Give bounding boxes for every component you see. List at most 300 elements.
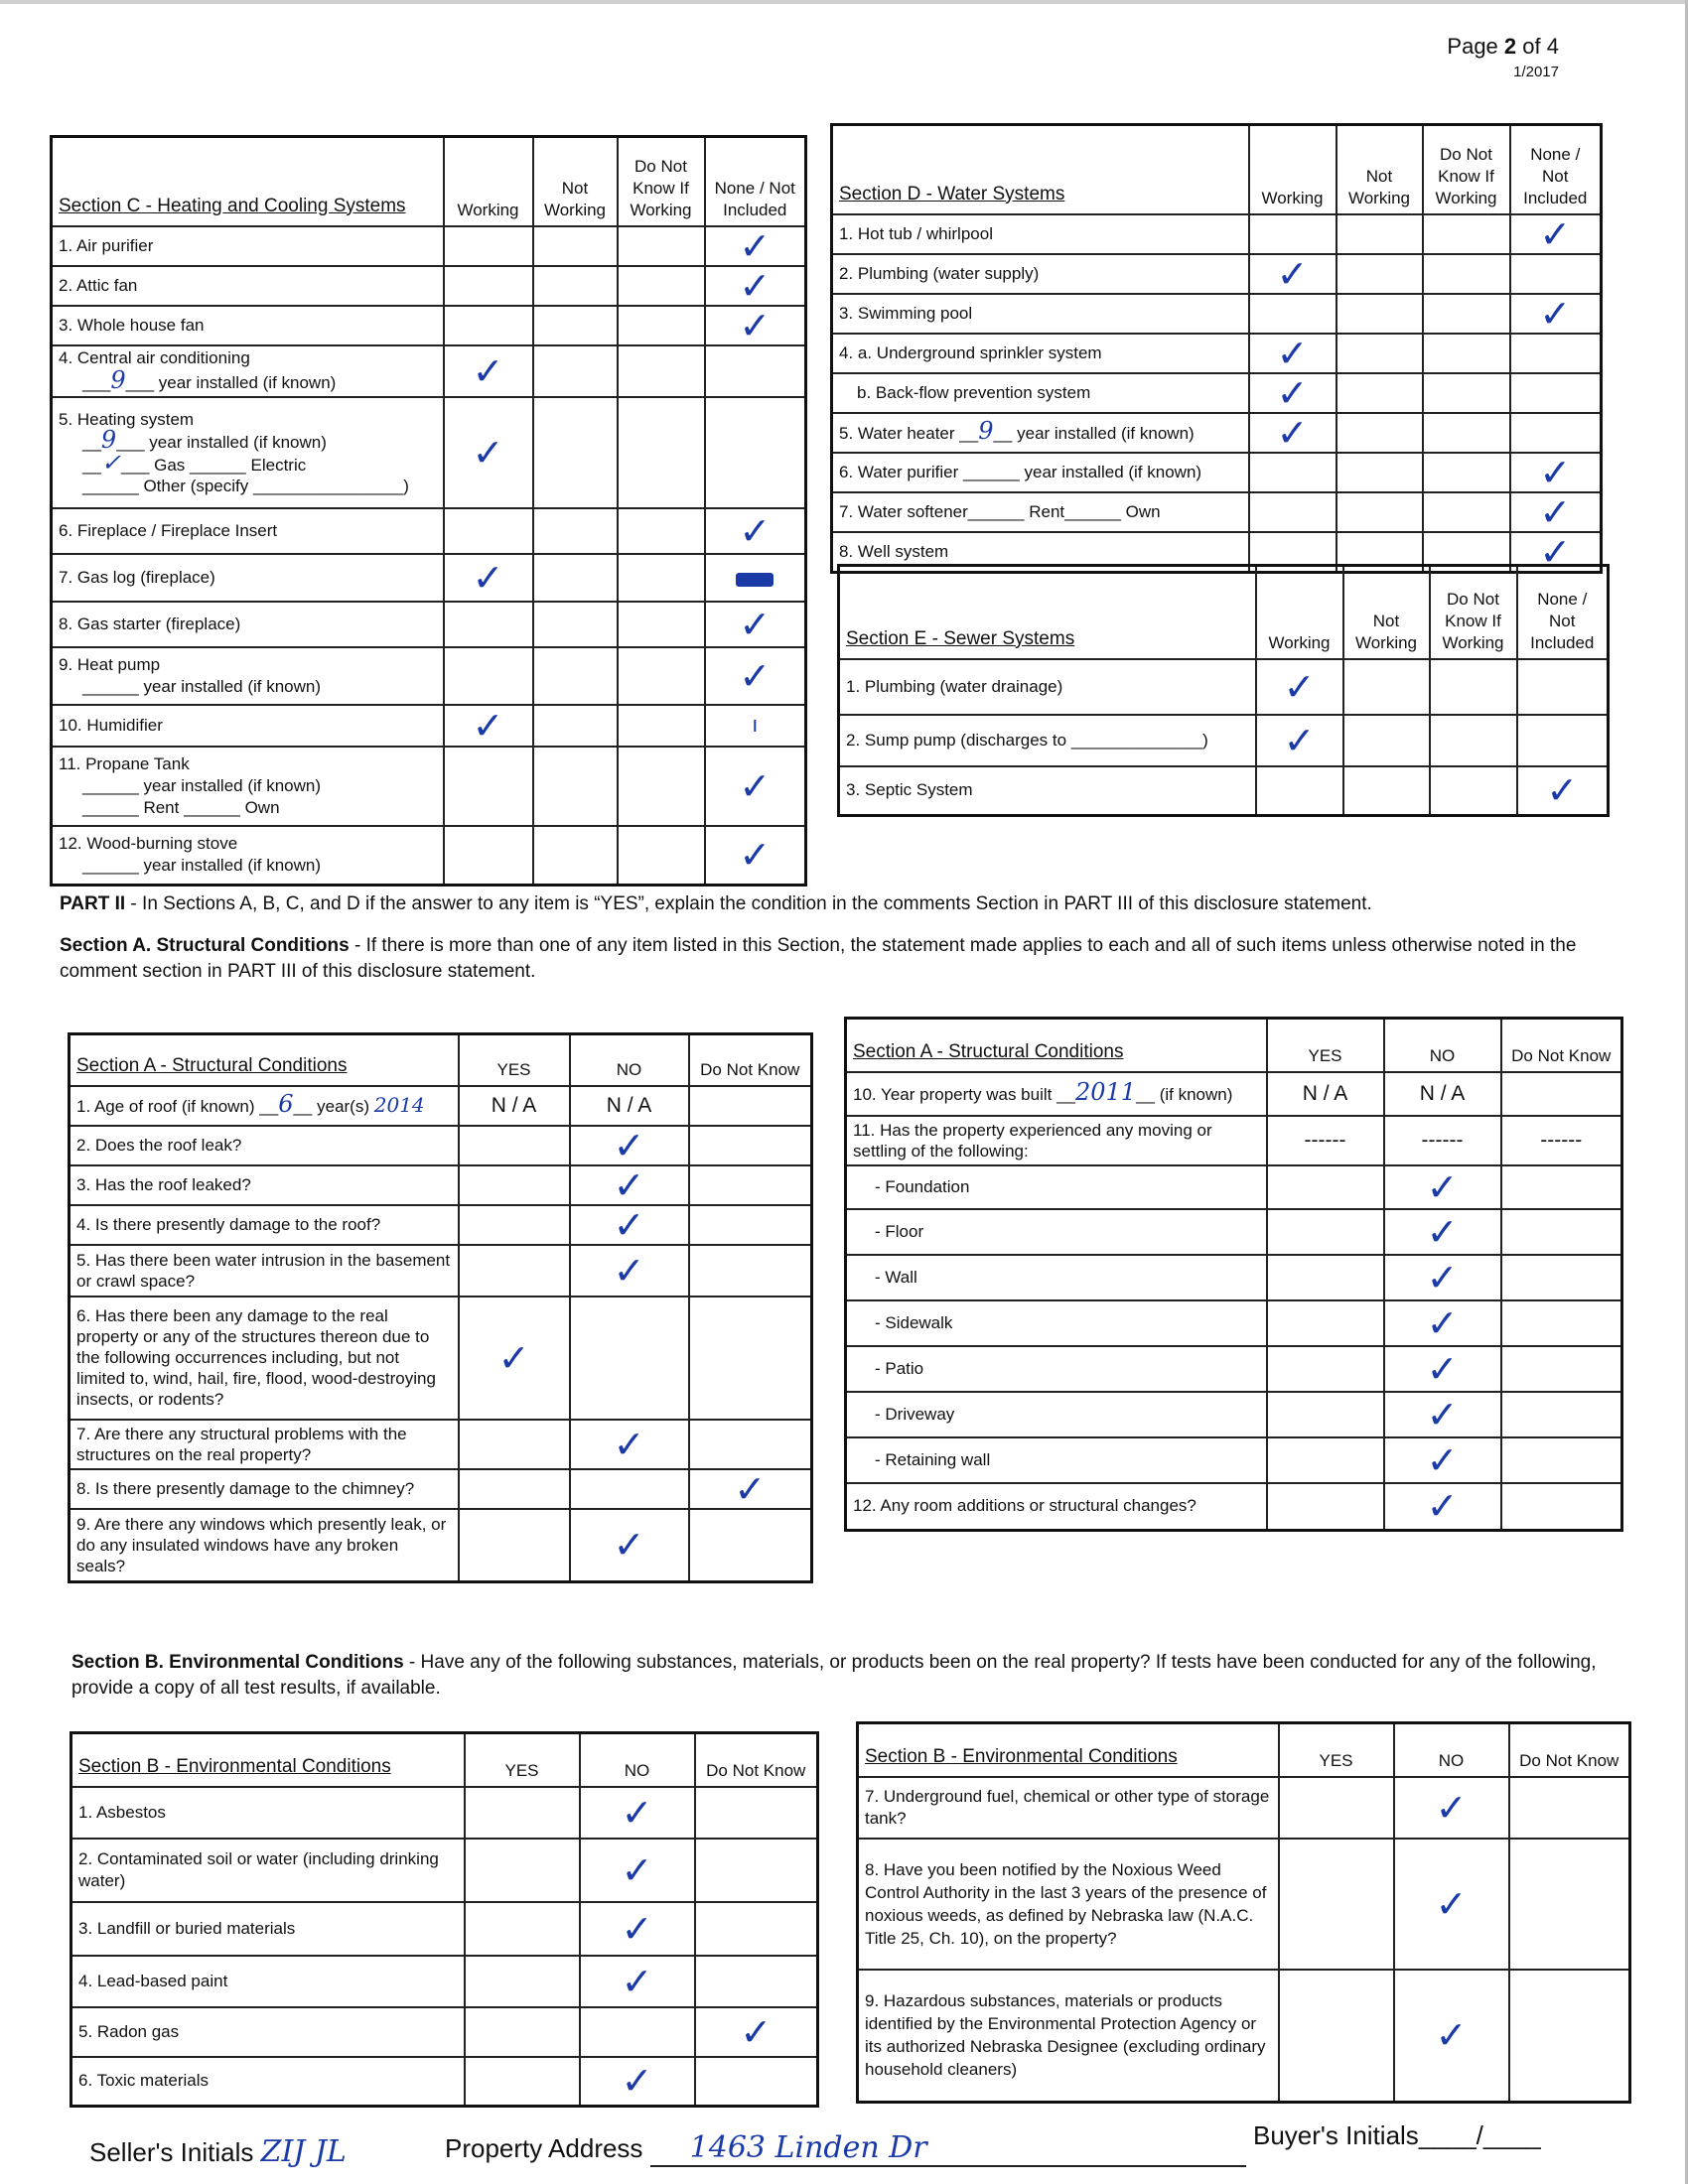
- check-mark[interactable]: ✓: [705, 508, 806, 554]
- checkbox-cell[interactable]: [689, 1245, 812, 1297]
- section-a-left-table: [68, 1032, 813, 1583]
- table-row: [71, 2007, 818, 2057]
- checkbox-cell[interactable]: [1336, 214, 1423, 254]
- checkbox-cell[interactable]: [570, 1297, 689, 1420]
- table-row: [70, 1469, 812, 1509]
- row-label: - Wall: [846, 1255, 1267, 1300]
- checkbox-cell[interactable]: [1336, 373, 1423, 413]
- checkbox-cell[interactable]: [1501, 1072, 1622, 1116]
- checkbox-cell[interactable]: [1430, 659, 1517, 715]
- col-yes: YES: [465, 1733, 580, 1787]
- table-row: [846, 1346, 1622, 1392]
- page-number: Page 2 of 4: [1447, 34, 1559, 59]
- check-mark[interactable]: ✓: [1510, 492, 1602, 532]
- table-row: [70, 1086, 812, 1126]
- checkbox-cell[interactable]: [1501, 1392, 1622, 1437]
- row-label: b. Back-flow prevention system: [832, 373, 1249, 413]
- table-row: [846, 1072, 1622, 1116]
- table-row: [52, 747, 806, 826]
- checkbox-cell[interactable]: [533, 747, 618, 826]
- checkbox-cell[interactable]: [1423, 373, 1510, 413]
- section-d-title: Section D - Water Systems: [832, 125, 1249, 214]
- checkbox-cell[interactable]: [533, 826, 618, 886]
- na-value: N / A: [1267, 1072, 1384, 1116]
- checkbox-cell[interactable]: [1267, 1255, 1384, 1300]
- seller-initials-value[interactable]: ZIJ JL: [260, 2134, 347, 2169]
- checkbox-cell[interactable]: [689, 1126, 812, 1165]
- row-label: 9. Hazardous substances, materials or products identified by the Environmental Protection Agency or its authorized Nebraska Designee (excluding ordinary household cleaners): [858, 1970, 1279, 2103]
- check-mark[interactable]: ✓: [705, 226, 806, 266]
- row-label: 9. Heat pump ______ year installed (if known): [52, 647, 444, 705]
- col-do-not-know: Do Not Know If Working: [1430, 566, 1517, 659]
- check-mark[interactable]: ✓: [705, 306, 806, 345]
- page-top-edge: [0, 0, 1688, 4]
- checkbox-cell[interactable]: [465, 1839, 580, 1902]
- buyer-initials-blank[interactable]: ____/____: [1418, 2120, 1541, 2150]
- col-no: NO: [1394, 1723, 1509, 1777]
- check-mark[interactable]: ✓: [1384, 1255, 1501, 1300]
- check-mark[interactable]: ✓: [570, 1245, 689, 1297]
- property-address[interactable]: [445, 2130, 1246, 2167]
- row-label: 6. Water purifier ______ year installed (if known): [832, 453, 1249, 492]
- row-label: 3. Septic System: [839, 766, 1256, 816]
- row-label: 4. Lead-based paint: [71, 1956, 465, 2007]
- row-label: 10. Year property was built __2011__ (if known): [846, 1072, 1267, 1116]
- dashes: ------: [1267, 1116, 1384, 1165]
- table-row: [70, 1245, 812, 1297]
- checkbox-cell[interactable]: [533, 508, 618, 554]
- section-c-header: [52, 137, 806, 226]
- checkbox-cell[interactable]: [1343, 766, 1430, 816]
- row-label: 1. Asbestos: [71, 1787, 465, 1839]
- check-mark[interactable]: ✓: [580, 1839, 695, 1902]
- checkbox-cell[interactable]: [1267, 1392, 1384, 1437]
- checkbox-cell[interactable]: [570, 1469, 689, 1509]
- table-row: [846, 1483, 1622, 1531]
- checkbox-cell[interactable]: [1336, 294, 1423, 334]
- checkbox-cell[interactable]: [1267, 1165, 1384, 1209]
- checkbox-cell[interactable]: [618, 306, 705, 345]
- checkbox-cell[interactable]: [1501, 1346, 1622, 1392]
- check-mark[interactable]: ✓: [1384, 1392, 1501, 1437]
- check-mark[interactable]: ✓: [705, 266, 806, 306]
- row-label: 5. Heating system __9___ year installed (if known) __✓___ Gas ______ Electric ______ Other (specify ________________): [52, 397, 444, 508]
- checkbox-cell[interactable]: [618, 266, 705, 306]
- row-label: 8. Is there presently damage to the chimney?: [70, 1469, 459, 1509]
- checkbox-cell[interactable]: [459, 1420, 570, 1469]
- check-mark[interactable]: ✓: [570, 1509, 689, 1582]
- section-b-header: [858, 1723, 1630, 1777]
- check-mark[interactable]: ✓: [1394, 1839, 1509, 1970]
- row-label: 2. Attic fan: [52, 266, 444, 306]
- checkbox-cell[interactable]: [695, 1956, 818, 2007]
- checkbox-cell[interactable]: [695, 1902, 818, 1956]
- check-mark[interactable]: ✓: [1394, 1970, 1509, 2103]
- check-mark[interactable]: ✓: [705, 826, 806, 886]
- checkbox-cell[interactable]: [533, 397, 618, 508]
- row-label: 7. Underground fuel, chemical or other type of storage tank?: [858, 1777, 1279, 1839]
- checkbox-cell[interactable]: [1510, 413, 1602, 453]
- row-label: 5. Radon gas: [71, 2007, 465, 2057]
- check-mark[interactable]: ✓: [1384, 1300, 1501, 1346]
- checkbox-cell[interactable]: [533, 602, 618, 647]
- checkbox-cell[interactable]: [1336, 254, 1423, 294]
- checkbox-cell[interactable]: [1279, 1777, 1394, 1839]
- col-do-not-know: Do Not Know If Working: [1423, 125, 1510, 214]
- check-mark[interactable]: ✓: [1384, 1483, 1501, 1531]
- check-mark[interactable]: ✓: [459, 1297, 570, 1420]
- section-a-header: [846, 1019, 1622, 1072]
- checkbox-cell[interactable]: [1423, 334, 1510, 373]
- checkbox-cell[interactable]: [1256, 766, 1343, 816]
- checkbox-cell[interactable]: [465, 2057, 580, 2107]
- table-row: [858, 1777, 1630, 1839]
- na-value: N / A: [570, 1086, 689, 1126]
- check-mark[interactable]: ✓: [1384, 1209, 1501, 1255]
- check-mark[interactable]: ✓: [570, 1126, 689, 1165]
- property-address-label: Property Address: [445, 2133, 643, 2163]
- checkbox-cell[interactable]: [459, 1126, 570, 1165]
- check-mark[interactable]: ✓: [1510, 214, 1602, 254]
- table-row: [70, 1297, 812, 1420]
- checkbox-cell[interactable]: [1336, 334, 1423, 373]
- check-mark[interactable]: ✓: [705, 747, 806, 826]
- table-row: [846, 1116, 1622, 1165]
- table-row: [52, 647, 806, 705]
- col-none-not-included: None / Not Included: [1510, 125, 1602, 214]
- checkbox-cell[interactable]: [689, 1086, 812, 1126]
- checkbox-cell[interactable]: [459, 1165, 570, 1205]
- checkbox-cell[interactable]: [1336, 492, 1423, 532]
- row-label: 1. Age of roof (if known) __6__ year(s) 2014: [70, 1086, 459, 1126]
- table-row: [832, 254, 1602, 294]
- checkbox-cell[interactable]: [1430, 715, 1517, 766]
- table-row: [71, 2057, 818, 2107]
- section-e-title: Section E - Sewer Systems: [839, 566, 1256, 659]
- check-mark[interactable]: ✓: [1384, 1346, 1501, 1392]
- table-row: [832, 294, 1602, 334]
- handwritten-check: ✓: [100, 448, 122, 477]
- checkbox-cell[interactable]: [1267, 1300, 1384, 1346]
- row-label: 12. Wood-burning stove ______ year installed (if known): [52, 826, 444, 886]
- check-mark[interactable]: ✓: [705, 602, 806, 647]
- row-label: - Floor: [846, 1209, 1267, 1255]
- row-label: 2. Plumbing (water supply): [832, 254, 1249, 294]
- col-not-working: Not Working: [1343, 566, 1430, 659]
- check-mark[interactable]: ✓: [1510, 453, 1602, 492]
- row-label: 10. Humidifier: [52, 705, 444, 747]
- table-row: [846, 1437, 1622, 1483]
- check-mark[interactable]: ✓: [1256, 715, 1343, 766]
- row-label: 6. Has there been any damage to the real property or any of the structures thereon due to the following occurrences including, but not limited to, wind, hail, fire, flood, wood-destroying insects, or rodents?: [70, 1297, 459, 1420]
- checkbox-cell[interactable]: [1517, 715, 1609, 766]
- table-row: [832, 413, 1602, 453]
- buyer-initials[interactable]: [1253, 2120, 1541, 2151]
- row-label: 7. Water softener______ Rent______ Own: [832, 492, 1249, 532]
- checkbox-cell[interactable]: [618, 602, 705, 647]
- checkbox-cell[interactable]: [618, 226, 705, 266]
- checkbox-cell[interactable]: [1336, 413, 1423, 453]
- table-row: [52, 554, 806, 602]
- col-working: Working: [1249, 125, 1336, 214]
- checkbox-cell[interactable]: [618, 747, 705, 826]
- checkbox-cell[interactable]: [533, 554, 618, 602]
- check-mark[interactable]: ✓: [580, 1787, 695, 1839]
- table-row: [846, 1165, 1622, 1209]
- checkbox-cell[interactable]: [689, 1420, 812, 1469]
- checkbox-cell[interactable]: [618, 345, 705, 397]
- check-mark[interactable]: ✓: [444, 397, 533, 508]
- check-mark[interactable]: ✓: [570, 1420, 689, 1469]
- table-row: [846, 1255, 1622, 1300]
- checkbox-cell[interactable]: [1267, 1346, 1384, 1392]
- row-label: 4. Is there presently damage to the roof?: [70, 1205, 459, 1245]
- checkbox-cell[interactable]: [1501, 1300, 1622, 1346]
- check-mark[interactable]: ✓: [570, 1205, 689, 1245]
- stray-mark[interactable]: ı: [705, 705, 806, 747]
- col-do-not-know: Do Not Know: [1501, 1019, 1622, 1072]
- row-label: 5. Water heater __9__ year installed (if known): [832, 413, 1249, 453]
- checkbox-cell[interactable]: [533, 306, 618, 345]
- checkbox-cell[interactable]: [1423, 492, 1510, 532]
- checkbox-cell[interactable]: [705, 345, 806, 397]
- checkbox-cell[interactable]: [695, 1787, 818, 1839]
- check-mark[interactable]: ✓: [1256, 659, 1343, 715]
- check-mark[interactable]: ✓: [1384, 1437, 1501, 1483]
- table-row: [858, 1970, 1630, 2103]
- checkbox-cell[interactable]: [444, 826, 533, 886]
- checkbox-cell[interactable]: [705, 397, 806, 508]
- check-mark[interactable]: ✓: [580, 1902, 695, 1956]
- check-mark[interactable]: ✓: [444, 705, 533, 747]
- col-no: NO: [570, 1034, 689, 1086]
- checkbox-cell[interactable]: [444, 508, 533, 554]
- checkbox-cell[interactable]: [1249, 294, 1336, 334]
- checkbox-cell[interactable]: [1510, 334, 1602, 373]
- checkbox-cell[interactable]: [533, 345, 618, 397]
- checkbox-cell[interactable]: [1510, 254, 1602, 294]
- section-e-table: [837, 564, 1610, 817]
- checkbox-cell[interactable]: [444, 602, 533, 647]
- checkbox-cell[interactable]: [1501, 1255, 1622, 1300]
- checkbox-cell[interactable]: [580, 2007, 695, 2057]
- table-row: [832, 373, 1602, 413]
- checkbox-cell[interactable]: [1267, 1209, 1384, 1255]
- row-label: - Patio: [846, 1346, 1267, 1392]
- handwritten-year: 2014: [373, 1093, 425, 1117]
- col-no: NO: [1384, 1019, 1501, 1072]
- checkbox-cell[interactable]: [618, 647, 705, 705]
- check-mark[interactable]: ✓: [444, 554, 533, 602]
- checkbox-cell[interactable]: [1510, 373, 1602, 413]
- handwritten-year: 9: [978, 417, 994, 445]
- table-row: [70, 1509, 812, 1582]
- checkbox-cell[interactable]: [618, 508, 705, 554]
- row-label: 7. Are there any structural problems with the structures on the real property?: [70, 1420, 459, 1469]
- row-label: 4. Central air conditioning ___9___ year installed (if known): [52, 345, 444, 397]
- check-mark[interactable]: ✓: [1249, 373, 1336, 413]
- checkbox-cell[interactable]: [689, 1165, 812, 1205]
- checkbox-cell[interactable]: [444, 266, 533, 306]
- checkbox-cell[interactable]: [533, 226, 618, 266]
- table-row: [52, 826, 806, 886]
- check-mark[interactable]: ✓: [570, 1165, 689, 1205]
- checkbox-cell[interactable]: [618, 554, 705, 602]
- row-label: 8. Well system: [832, 532, 1249, 573]
- checkbox-cell[interactable]: [1517, 659, 1609, 715]
- checkbox-cell[interactable]: [533, 266, 618, 306]
- check-mark[interactable]: ✓: [1384, 1165, 1501, 1209]
- row-label: 2. Does the roof leak?: [70, 1126, 459, 1165]
- table-row: [52, 705, 806, 747]
- row-label: 6. Fireplace / Fireplace Insert: [52, 508, 444, 554]
- checkbox-cell[interactable]: [1423, 413, 1510, 453]
- checkbox-cell[interactable]: [1501, 1483, 1622, 1531]
- table-row: [52, 508, 806, 554]
- checkbox-cell[interactable]: [695, 2057, 818, 2107]
- table-row: [52, 306, 806, 345]
- col-working: Working: [1256, 566, 1343, 659]
- row-label: 4. a. Underground sprinkler system: [832, 334, 1249, 373]
- checkbox-cell[interactable]: [533, 647, 618, 705]
- check-mark[interactable]: ✓: [580, 2057, 695, 2107]
- checkbox-cell[interactable]: [1423, 294, 1510, 334]
- checkbox-cell[interactable]: [465, 1787, 580, 1839]
- check-mark[interactable]: ✓: [1249, 334, 1336, 373]
- col-none-not-included: None / Not Included: [705, 137, 806, 226]
- table-row: [71, 1787, 818, 1839]
- checkbox-cell[interactable]: [444, 747, 533, 826]
- check-mark[interactable]: ✓: [444, 345, 533, 397]
- check-mark[interactable]: ✓: [1510, 294, 1602, 334]
- row-label: - Sidewalk: [846, 1300, 1267, 1346]
- row-label: 3. Swimming pool: [832, 294, 1249, 334]
- checkbox-cell[interactable]: [444, 226, 533, 266]
- section-a-header: [70, 1034, 812, 1086]
- row-label: 3. Whole house fan: [52, 306, 444, 345]
- property-address-value[interactable]: 1463 Linden Dr: [650, 2130, 1246, 2167]
- checkbox-cell[interactable]: [459, 1469, 570, 1509]
- section-d-table: [830, 123, 1603, 574]
- checkbox-cell[interactable]: [465, 1902, 580, 1956]
- checkbox-cell[interactable]: [1509, 1839, 1630, 1970]
- row-label: - Foundation: [846, 1165, 1267, 1209]
- checkbox-cell[interactable]: [459, 1245, 570, 1297]
- checkbox-cell[interactable]: [444, 306, 533, 345]
- row-label: - Retaining wall: [846, 1437, 1267, 1483]
- checkbox-cell[interactable]: [1249, 453, 1336, 492]
- checkbox-cell[interactable]: [689, 1205, 812, 1245]
- checkbox-cell[interactable]: [1430, 766, 1517, 816]
- table-row: [52, 345, 806, 397]
- check-mark[interactable]: ✓: [580, 1956, 695, 2007]
- handwritten-year: 9: [110, 366, 126, 394]
- checkbox-cell[interactable]: [1267, 1437, 1384, 1483]
- row-label: 8. Gas starter (fireplace): [52, 602, 444, 647]
- table-row: [71, 1902, 818, 1956]
- checkbox-cell[interactable]: [1423, 453, 1510, 492]
- row-label: 7. Gas log (fireplace): [52, 554, 444, 602]
- row-label: 12. Any room additions or structural changes?: [846, 1483, 1267, 1531]
- check-mark[interactable]: ✓: [1249, 413, 1336, 453]
- checkbox-cell[interactable]: [1249, 214, 1336, 254]
- checkbox-cell[interactable]: [1509, 1777, 1630, 1839]
- row-label: 1. Plumbing (water drainage): [839, 659, 1256, 715]
- check-mark[interactable]: ✓: [689, 1469, 812, 1509]
- checkbox-cell[interactable]: [444, 647, 533, 705]
- check-mark[interactable]: ✓: [1249, 254, 1336, 294]
- checkbox-cell[interactable]: [1249, 492, 1336, 532]
- checkbox-cell[interactable]: [689, 1297, 812, 1420]
- table-row: [70, 1420, 812, 1469]
- checkbox-cell[interactable]: [618, 397, 705, 508]
- crossed-out-mark[interactable]: [705, 554, 806, 602]
- section-b-left-table: [70, 1731, 819, 2108]
- checkbox-cell[interactable]: [459, 1509, 570, 1582]
- dashes: ------: [1384, 1116, 1501, 1165]
- col-none-not-included: None / Not Included: [1517, 566, 1609, 659]
- checkbox-cell[interactable]: [1267, 1483, 1384, 1531]
- checkbox-cell[interactable]: [1336, 453, 1423, 492]
- checkbox-cell[interactable]: [1279, 1839, 1394, 1970]
- checkbox-cell[interactable]: [1423, 214, 1510, 254]
- row-label: 3. Landfill or buried materials: [71, 1902, 465, 1956]
- checkbox-cell[interactable]: [618, 826, 705, 886]
- col-do-not-know: Do Not Know: [1509, 1723, 1630, 1777]
- checkbox-cell[interactable]: [1343, 715, 1430, 766]
- col-not-working: Not Working: [1336, 125, 1423, 214]
- checkbox-cell[interactable]: [618, 705, 705, 747]
- checkbox-cell[interactable]: [689, 1509, 812, 1582]
- col-working: Working: [444, 137, 533, 226]
- row-label: 3. Has the roof leaked?: [70, 1165, 459, 1205]
- checkbox-cell[interactable]: [1343, 659, 1430, 715]
- col-do-not-know: Do Not Know: [689, 1034, 812, 1086]
- handwritten-age: 6: [278, 1090, 294, 1118]
- check-mark[interactable]: ✓: [1517, 766, 1609, 816]
- section-b-right-table: [856, 1721, 1631, 2104]
- table-row: [832, 492, 1602, 532]
- checkbox-cell[interactable]: [465, 2007, 580, 2057]
- section-b-title: Section B - Environmental Conditions: [71, 1733, 465, 1787]
- check-mark[interactable]: ✓: [1394, 1777, 1509, 1839]
- checkbox-cell[interactable]: [1501, 1437, 1622, 1483]
- col-do-not-know: Do Not Know: [695, 1733, 818, 1787]
- table-row: [846, 1300, 1622, 1346]
- checkbox-cell[interactable]: [695, 1839, 818, 1902]
- section-e-header: [839, 566, 1609, 659]
- check-mark[interactable]: ✓: [695, 2007, 818, 2057]
- checkbox-cell[interactable]: [459, 1205, 570, 1245]
- check-mark[interactable]: ✓: [1510, 532, 1602, 573]
- table-row: [846, 1209, 1622, 1255]
- check-mark[interactable]: ✓: [705, 647, 806, 705]
- col-no: NO: [580, 1733, 695, 1787]
- checkbox-cell[interactable]: [465, 1956, 580, 2007]
- checkbox-cell[interactable]: [1423, 254, 1510, 294]
- seller-initials[interactable]: [89, 2134, 347, 2169]
- row-label: 11. Has the property experienced any moving or settling of the following:: [846, 1116, 1267, 1165]
- checkbox-cell[interactable]: [1501, 1209, 1622, 1255]
- checkbox-cell[interactable]: [1279, 1970, 1394, 2103]
- row-label: 6. Toxic materials: [71, 2057, 465, 2107]
- checkbox-cell[interactable]: [1501, 1165, 1622, 1209]
- checkbox-cell[interactable]: [1509, 1970, 1630, 2103]
- table-row: [71, 1839, 818, 1902]
- checkbox-cell[interactable]: [533, 705, 618, 747]
- col-not-working: Not Working: [533, 137, 618, 226]
- section-b-title: Section B - Environmental Conditions: [858, 1723, 1279, 1777]
